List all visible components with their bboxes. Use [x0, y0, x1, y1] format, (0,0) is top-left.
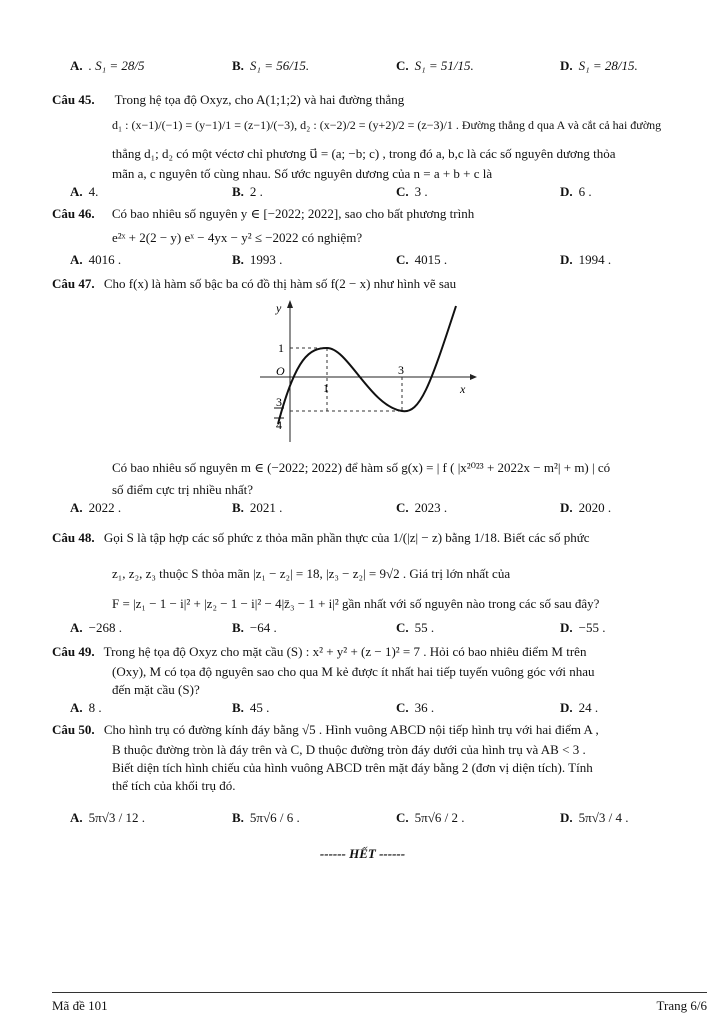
option-value: −268 .: [88, 620, 122, 635]
function-graph: [248, 296, 478, 446]
option-label: A.: [70, 252, 83, 267]
q46-options: [70, 252, 690, 278]
option-label: D.: [560, 500, 573, 515]
y-axis-label: y: [276, 301, 282, 315]
q48-line3: F = |z₁ − 1 − i|² + |z₂ − 1 − i|² − 4|z̄₃ − 1 + i|² gần nhất với số nguyên nào trong các số sau đây?: [112, 596, 600, 611]
option-label: C.: [396, 184, 409, 199]
q45-line3: thẳng d₁; d₂ có một véctơ chỉ phương u⃗ = (a; −b; c) , trong đó a, b,c là các số nguyên dương thỏa: [112, 146, 616, 161]
option-label: D.: [560, 810, 573, 825]
q45-line4: mãn a, c nguyên tố cùng nhau. Số ước nguyên dương của n = a + b + c là: [112, 166, 493, 181]
question-text: Cho hình trụ có đường kính đáy bằng √5 . Hình vuông ABCD nội tiếp hình trụ với hai điểm A ,: [103, 722, 599, 737]
end-mark: ------ HẾT ------: [319, 846, 406, 861]
option-label: C.: [396, 810, 409, 825]
option-label: B.: [232, 500, 244, 515]
option-label: A.: [70, 58, 83, 73]
q49-line1: [52, 644, 673, 660]
question-text: Trong hệ tọa độ Oxyz cho mặt cầu (S) : x² + y² + (z − 1)² = 7 . Hỏi có bao nhiêu điểm M trên: [103, 644, 587, 659]
option-label: A.: [70, 620, 83, 635]
question-number: Câu 49.: [52, 644, 95, 659]
q44-options: [70, 58, 690, 84]
option-value: 4016 .: [88, 252, 122, 267]
option-label: B.: [232, 252, 244, 267]
q50-line1: [52, 722, 673, 738]
option-label: A.: [70, 700, 83, 715]
option-label: D.: [560, 620, 573, 635]
option-label: A.: [70, 500, 83, 515]
option-label: C.: [396, 620, 409, 635]
option-label: B.: [232, 58, 244, 73]
option-value: 45 .: [249, 700, 270, 715]
question-number: Câu 45.: [52, 92, 95, 107]
option-value: 2023 .: [414, 500, 448, 515]
cubic-curve: [278, 306, 456, 424]
y-axis-arrow: [287, 300, 293, 308]
option-label: B.: [232, 810, 244, 825]
option-value: 3 .: [414, 184, 428, 199]
x-axis-arrow: [470, 374, 477, 380]
question-number: Câu 50.: [52, 722, 95, 737]
q49-line3: đến mặt cầu (S)?: [112, 682, 200, 697]
y-tick-neg3: 3: [276, 395, 282, 409]
y-tick-1: 1: [278, 341, 284, 355]
option-value: 1994 .: [578, 252, 612, 267]
q47-options: [70, 500, 690, 526]
option-label: C.: [396, 58, 409, 73]
option-label: C.: [396, 700, 409, 715]
exam-code: Mã đề 101: [52, 998, 108, 1013]
origin-label: O: [276, 364, 285, 378]
question-text: Cho f(x) là hàm số bậc ba có đồ thị hàm số f(2 − x) như hình vẽ sau: [103, 276, 457, 291]
q47-line3: số điểm cực trị nhiều nhất?: [112, 482, 253, 497]
option-label: A.: [70, 184, 83, 199]
question-number: Câu 47.: [52, 276, 95, 291]
option-value: . S₁ = 28/5: [88, 58, 145, 73]
q48-options: [70, 620, 690, 646]
x-tick-1: 1: [323, 381, 329, 395]
option-value: 36 .: [414, 700, 435, 715]
option-label: B.: [232, 184, 244, 199]
option-value: 2020 .: [578, 500, 612, 515]
option-value: 5π√3 / 4 .: [578, 810, 629, 825]
option-value: S₁ = 56/15.: [249, 58, 310, 73]
option-value: 1993 .: [249, 252, 283, 267]
footer-divider: [52, 992, 707, 993]
option-value: 2 .: [249, 184, 263, 199]
option-value: 2022 .: [88, 500, 122, 515]
option-label: D.: [560, 184, 573, 199]
option-label: C.: [396, 252, 409, 267]
option-label: D.: [560, 58, 573, 73]
option-value: 55 .: [414, 620, 435, 635]
option-value: 24 .: [578, 700, 599, 715]
q48-line2: z₁, z₂, z₃ thuộc S thỏa mãn |z₁ − z₂| = 18, |z₃ − z₂| = 9√2 . Giá trị lớn nhất của: [112, 566, 511, 581]
x-axis-label: x: [460, 382, 466, 396]
option-label: D.: [560, 700, 573, 715]
option-label: B.: [232, 700, 244, 715]
option-value: 5π√3 / 12 .: [88, 810, 145, 825]
option-value: 6 .: [578, 184, 592, 199]
q45-line2: d₁ : (x−1)/(−1) = (y−1)/1 = (z−1)/(−3), d₂ : (x−2)/2 = (y+2)/2 = (z−3)/1 . Đường thẳng d qua A và cắt cả hai đường: [112, 118, 662, 132]
option-label: A.: [70, 810, 83, 825]
question-number: Câu 48.: [52, 530, 95, 545]
q46-line1: [52, 206, 673, 222]
option-value: 8 .: [88, 700, 102, 715]
y-tick-neg4: 4: [276, 418, 282, 432]
option-label: D.: [560, 252, 573, 267]
option-value: S₁ = 28/15.: [578, 58, 638, 73]
q50-options: [70, 810, 690, 836]
q50-line2: B thuộc đường tròn là đáy trên và C, D thuộc đường tròn đáy dưới của hình trụ và AB < 3 .: [112, 742, 586, 757]
option-value: 5π√6 / 2 .: [414, 810, 465, 825]
q50-line4: thể tích của khối trụ đó.: [112, 778, 236, 793]
option-label: B.: [232, 620, 244, 635]
option-value: −55 .: [578, 620, 606, 635]
q46-line2: e²ˣ + 2(2 − y) eˣ − 4yx − y² ≤ −2022 có nghiệm?: [112, 230, 363, 245]
q47-line2: Có bao nhiêu số nguyên m ∈ (−2022; 2022) để hàm số g(x) = | f ( |x²⁰²³ + 2022x − m²| + m) | có: [112, 460, 611, 475]
q48-line1: [52, 530, 673, 546]
q45-line1: [52, 92, 673, 108]
option-value: 4.: [88, 184, 99, 199]
option-value: −64 .: [249, 620, 277, 635]
option-value: S₁ = 51/15.: [414, 58, 474, 73]
page-number: Trang 6/6: [656, 998, 707, 1013]
question-text: Trong hệ tọa độ Oxyz, cho A(1;1;2) và hai đường thẳng: [114, 92, 405, 107]
q47-line1: [52, 276, 673, 292]
q49-line2: (Oxy), M có tọa độ nguyên sao cho qua M kẻ được ít nhất hai tiếp tuyến vuông góc với nhau: [112, 664, 595, 679]
question-text: Gọi S là tập hợp các số phức z thỏa mãn phần thực của 1/(|z| − z) bằng 1/18. Biết các số phức: [103, 530, 590, 545]
question-text: Có bao nhiêu số nguyên y ∈ [−2022; 2022], sao cho bất phương trình: [111, 206, 475, 221]
q50-line3: Biết diện tích hình chiếu của hình vuông ABCD trên mặt đáy bằng 2 (đơn vị diện tích). Tính: [112, 760, 593, 775]
option-value: 4015 .: [414, 252, 448, 267]
option-value: 5π√6 / 6 .: [249, 810, 300, 825]
x-tick-3: 3: [398, 363, 404, 377]
option-label: C.: [396, 500, 409, 515]
option-value: 2021 .: [249, 500, 283, 515]
question-number: Câu 46.: [52, 206, 95, 221]
